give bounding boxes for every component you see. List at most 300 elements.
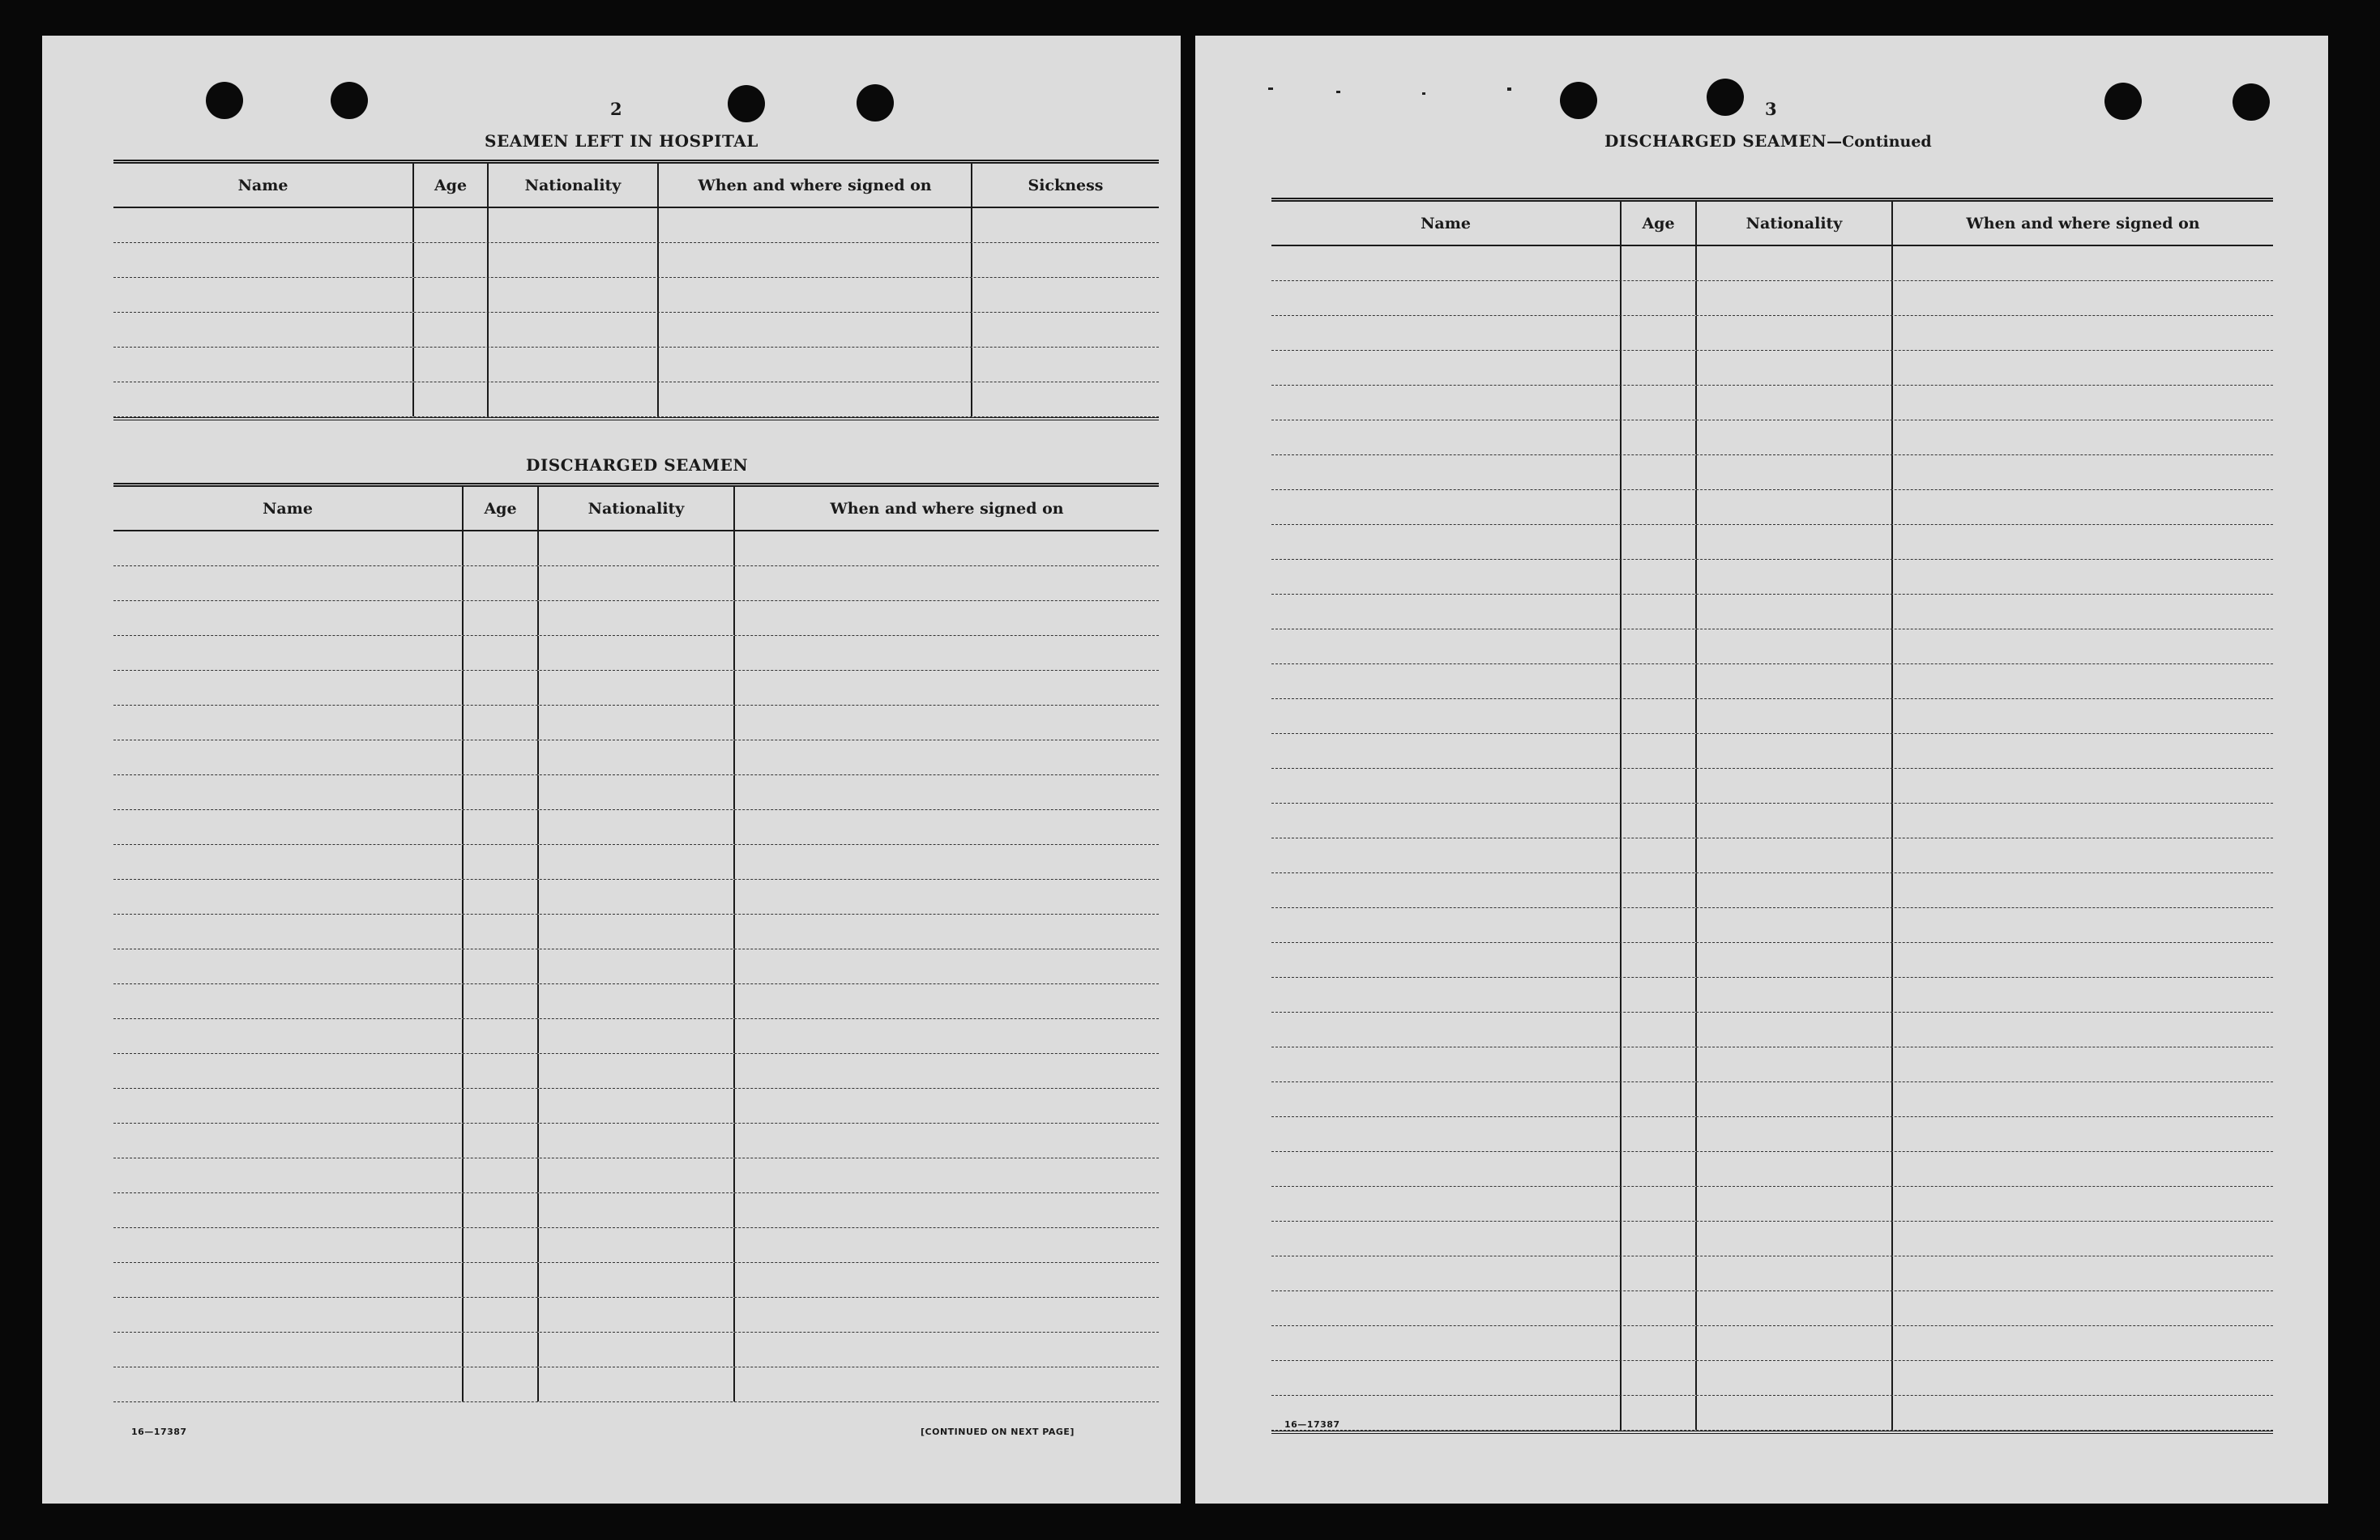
table-cell [735,880,1159,914]
table-cell [1271,1256,1622,1290]
discharged-continued-table [1271,198,2273,1434]
punch-hole [206,82,243,119]
table-cell [1622,490,1697,524]
table-cell [113,1298,464,1332]
table-cell [1893,351,2273,385]
table-row [113,278,1159,313]
table-row [113,1019,1159,1054]
table-cell [1622,1082,1697,1116]
table-cell [539,1158,735,1192]
table-cell [1893,1396,2273,1430]
table-row [113,1193,1159,1228]
table-row [113,1124,1159,1158]
table-cell [113,531,464,565]
table-cell [113,1193,464,1227]
table-cell [464,1263,539,1297]
table-cell [1622,525,1697,559]
table-cell [464,1298,539,1332]
table-cell [539,1054,735,1088]
table-cell [1271,490,1622,524]
table-row [1271,1396,2273,1431]
punch-hole [857,84,894,122]
table-row [113,601,1159,636]
table-cell [1697,1082,1893,1116]
table-cell [1271,281,1622,315]
table-cell [1271,1013,1622,1047]
table-cell [659,208,972,242]
table-cell [1622,455,1697,489]
table-cell [735,1054,1159,1088]
column-header-signed-on: When and where signed on [1966,214,2200,232]
table-cell [489,382,659,416]
table-cell [113,382,414,416]
table-cell [1697,351,1893,385]
table-row [1271,1047,2273,1082]
table-cell [1271,1361,1622,1395]
table-cell [1271,699,1622,733]
table-cell [539,1367,735,1401]
table-row [113,566,1159,601]
table-row [1271,943,2273,978]
table-cell [464,531,539,565]
table-cell [1271,734,1622,768]
table-cell [1697,1013,1893,1047]
punch-hole [331,82,368,119]
table-cell [1697,1152,1893,1186]
table-cell [489,208,659,242]
table-cell [1893,560,2273,594]
table-row [113,531,1159,566]
table-cell [113,845,464,879]
table-cell [735,671,1159,705]
table-header [113,487,1159,531]
table-cell [1271,1326,1622,1360]
table-cell [735,740,1159,774]
table-cell [539,1263,735,1297]
table-cell [1697,838,1893,872]
table-cell [1622,560,1697,594]
table-cell [539,636,735,670]
table-cell [1622,978,1697,1012]
table-row [1271,769,2273,804]
table-cell [113,1333,464,1367]
table-cell [414,208,489,242]
table-cell [1697,1187,1893,1221]
table-row [1271,664,2273,699]
table-row [1271,420,2273,455]
table-cell [1622,1117,1697,1151]
table-cell [1893,804,2273,838]
table-cell [1893,873,2273,907]
punch-hole [1707,79,1744,116]
table-cell [1271,629,1622,663]
table-cell [464,810,539,844]
table-cell [1271,838,1622,872]
table-row [113,243,1159,278]
table-cell [1893,908,2273,942]
table-cell [464,601,539,635]
table-cell [1893,1187,2273,1221]
table-cell [1697,455,1893,489]
table-cell [464,1333,539,1367]
table-cell [659,348,972,382]
table-cell [1893,629,2273,663]
table-cell [1893,1047,2273,1081]
table-cell [113,740,464,774]
table-cell [1893,1013,2273,1047]
table-cell [1893,1291,2273,1325]
table-cell [539,845,735,879]
column-header-nationality: Nationality [489,164,659,207]
table-cell [1697,978,1893,1012]
table-cell [464,915,539,949]
table-cell [735,810,1159,844]
table-cell [735,915,1159,949]
table-cell [539,531,735,565]
column-header-age: Age [464,487,539,530]
table-cell [659,313,972,347]
table-cell [1622,1361,1697,1395]
table-cell [1893,1361,2273,1395]
table-cell [1893,420,2273,454]
table-cell [1697,873,1893,907]
table-cell [1622,420,1697,454]
table-cell [1697,595,1893,629]
table-cell [1893,838,2273,872]
column-header-signed-on: When and where signed on [659,164,972,207]
table-cell [1622,1187,1697,1221]
table-cell [113,1228,464,1262]
table-cell [113,1367,464,1401]
table-cell [113,1263,464,1297]
table-cell [464,1089,539,1123]
column-header-name: Name [1271,202,1622,245]
table-cell [489,278,659,312]
table-cell [1697,1361,1893,1395]
table-row [1271,490,2273,525]
table-cell [464,984,539,1018]
table-cell [735,775,1159,809]
table-row [1271,455,2273,490]
table-cell [464,845,539,879]
table-cell [735,636,1159,670]
continued-note: [CONTINUED ON NEXT PAGE] [921,1427,1075,1437]
table-cell [1697,560,1893,594]
column-header-nationality: Nationality [1697,202,1893,245]
punch-hole [2104,83,2142,120]
table-cell [113,313,414,347]
table-cell [972,243,1159,277]
table-cell [1271,1152,1622,1186]
table-row [113,949,1159,984]
table-cell [659,382,972,416]
table-cell [539,1298,735,1332]
punch-hole [728,85,765,122]
table-cell [464,740,539,774]
table-cell [1271,664,1622,698]
table-cell [113,1054,464,1088]
table-cell [1622,943,1697,977]
table-cell [113,348,414,382]
table-cell [539,1333,735,1367]
table-row [1271,246,2273,281]
table-cell [113,1124,464,1158]
table-cell [464,1193,539,1227]
table-row [1271,1326,2273,1361]
discharged-section-title: DISCHARGED SEAMEN [526,455,749,475]
table-cell [1622,1396,1697,1430]
title-suffix: —Continued [1827,133,1932,151]
table-cell [1622,1047,1697,1081]
table-cell [464,636,539,670]
table-cell [1622,873,1697,907]
table-cell [1893,386,2273,420]
table-cell [1697,420,1893,454]
table-cell [113,706,464,740]
table-row [1271,838,2273,873]
table-cell [1622,386,1697,420]
table-row [1271,908,2273,943]
table-cell [1893,664,2273,698]
table-cell [1271,1082,1622,1116]
table-row [113,740,1159,775]
column-header-nationality: Nationality [539,487,735,530]
table-cell [113,915,464,949]
table-cell [113,278,414,312]
table-cell [1893,978,2273,1012]
table-row [1271,629,2273,664]
table-cell [539,775,735,809]
table-cell [659,243,972,277]
table-cell [1271,1047,1622,1081]
table-cell [1622,734,1697,768]
table-cell [539,949,735,983]
table-cell [1622,804,1697,838]
table-cell [1271,420,1622,454]
table-cell [1271,560,1622,594]
table-cell [1697,1117,1893,1151]
column-header-age: Age [1622,202,1697,245]
table-cell [1697,525,1893,559]
table-row [113,671,1159,706]
table-cell [1893,281,2273,315]
table-cell [1271,246,1622,280]
table-row [1271,1256,2273,1291]
table-cell [735,1019,1159,1053]
table-cell [1697,1256,1893,1290]
table-cell [464,566,539,600]
table-row [1271,734,2273,769]
table-cell [735,845,1159,879]
table-row [1271,1291,2273,1326]
table-cell [1893,769,2273,803]
table-cell [972,208,1159,242]
table-cell [113,984,464,1018]
table-row [1271,1361,2273,1396]
table-cell [1271,873,1622,907]
table-cell [1893,595,2273,629]
table-cell [1271,908,1622,942]
table-cell [1697,1291,1893,1325]
title-main: DISCHARGED SEAMEN [1604,131,1827,151]
table-cell [464,706,539,740]
table-cell [1697,281,1893,315]
table-cell [489,243,659,277]
table-body [113,531,1159,1402]
table-cell [735,1298,1159,1332]
table-cell [1622,908,1697,942]
table-cell [1697,664,1893,698]
table-cell [464,949,539,983]
table-header [113,164,1159,208]
table-cell [1893,1222,2273,1256]
table-cell [1271,455,1622,489]
table-cell [113,566,464,600]
table-cell [1893,734,2273,768]
table-cell [972,382,1159,416]
table-cell [1893,1326,2273,1360]
table-cell [464,1367,539,1401]
table-body [113,208,1159,417]
table-cell [1893,525,2273,559]
table-cell [539,601,735,635]
table-row [113,1054,1159,1089]
table-row [113,313,1159,348]
table-cell [735,1193,1159,1227]
table-row [113,915,1159,949]
column-header-name: Name [113,487,464,530]
table-cell [1622,1013,1697,1047]
table-row [113,1089,1159,1124]
table-cell [539,1124,735,1158]
table-cell [113,243,414,277]
table-cell [1622,664,1697,698]
table-cell [414,348,489,382]
table-row [1271,1082,2273,1117]
table-cell [1697,316,1893,350]
table-cell [735,984,1159,1018]
table-cell [1697,734,1893,768]
table-cell [735,531,1159,565]
table-cell [1622,1326,1697,1360]
table-cell [113,810,464,844]
table-row [113,1158,1159,1193]
table-cell [414,278,489,312]
table-cell [659,278,972,312]
table-row [1271,1222,2273,1256]
table-cell [1271,1187,1622,1221]
form-number: 16—17387 [1284,1419,1340,1430]
table-cell [1271,386,1622,420]
table-row [1271,560,2273,595]
table-cell [1271,769,1622,803]
table-cell [464,1228,539,1262]
table-cell [113,1019,464,1053]
table-row [113,636,1159,671]
table-cell [539,984,735,1018]
table-cell [972,348,1159,382]
table-cell [539,1019,735,1053]
table-row [1271,978,2273,1013]
punch-hole [2233,83,2270,121]
table-cell [1622,281,1697,315]
table-cell [735,601,1159,635]
table-cell [1893,1082,2273,1116]
table-cell [1697,908,1893,942]
table-row [1271,699,2273,734]
table-cell [539,1193,735,1227]
table-cell [1622,316,1697,350]
table-row [1271,1187,2273,1222]
table-cell [414,243,489,277]
column-header-sickness: Sickness [1028,176,1104,194]
table-cell [489,313,659,347]
table-row [1271,1152,2273,1187]
table-cell [1893,1256,2273,1290]
punch-hole [1560,82,1597,119]
right-page [1195,36,2328,1504]
table-cell [735,1228,1159,1262]
table-row [113,984,1159,1019]
table-cell [1271,1117,1622,1151]
table-row [113,208,1159,243]
form-number: 16—17387 [131,1427,187,1437]
column-header-name: Name [113,164,414,207]
table-cell [1697,1222,1893,1256]
table-cell [1697,386,1893,420]
table-cell [464,1019,539,1053]
table-row [113,382,1159,417]
table-cell [1271,943,1622,977]
table-cell [1271,525,1622,559]
table-cell [113,1089,464,1123]
table-cell [489,348,659,382]
table-cell [539,1228,735,1262]
table-cell [1697,246,1893,280]
table-body [1271,246,2273,1431]
table-cell [735,1367,1159,1401]
table-header [1271,202,2273,246]
table-cell [464,1158,539,1192]
table-cell [113,775,464,809]
table-cell [1893,943,2273,977]
table-cell [1622,1222,1697,1256]
table-cell [113,880,464,914]
table-cell [1622,246,1697,280]
table-cell [1697,804,1893,838]
table-cell [539,671,735,705]
table-cell [1622,1256,1697,1290]
table-cell [414,382,489,416]
table-cell [1271,978,1622,1012]
table-cell [1893,1152,2273,1186]
column-header-signed-on: When and where signed on [830,499,1064,518]
table-cell [1622,699,1697,733]
table-cell [735,1333,1159,1367]
table-row [1271,595,2273,629]
table-cell [735,706,1159,740]
table-row [113,845,1159,880]
table-row [1271,281,2273,316]
table-cell [972,313,1159,347]
table-cell [1271,316,1622,350]
table-cell [539,880,735,914]
table-cell [464,1054,539,1088]
table-cell [972,278,1159,312]
table-row [1271,386,2273,420]
column-header-age: Age [414,164,489,207]
hospital-section-title: SEAMEN LEFT IN HOSPITAL [485,131,758,151]
